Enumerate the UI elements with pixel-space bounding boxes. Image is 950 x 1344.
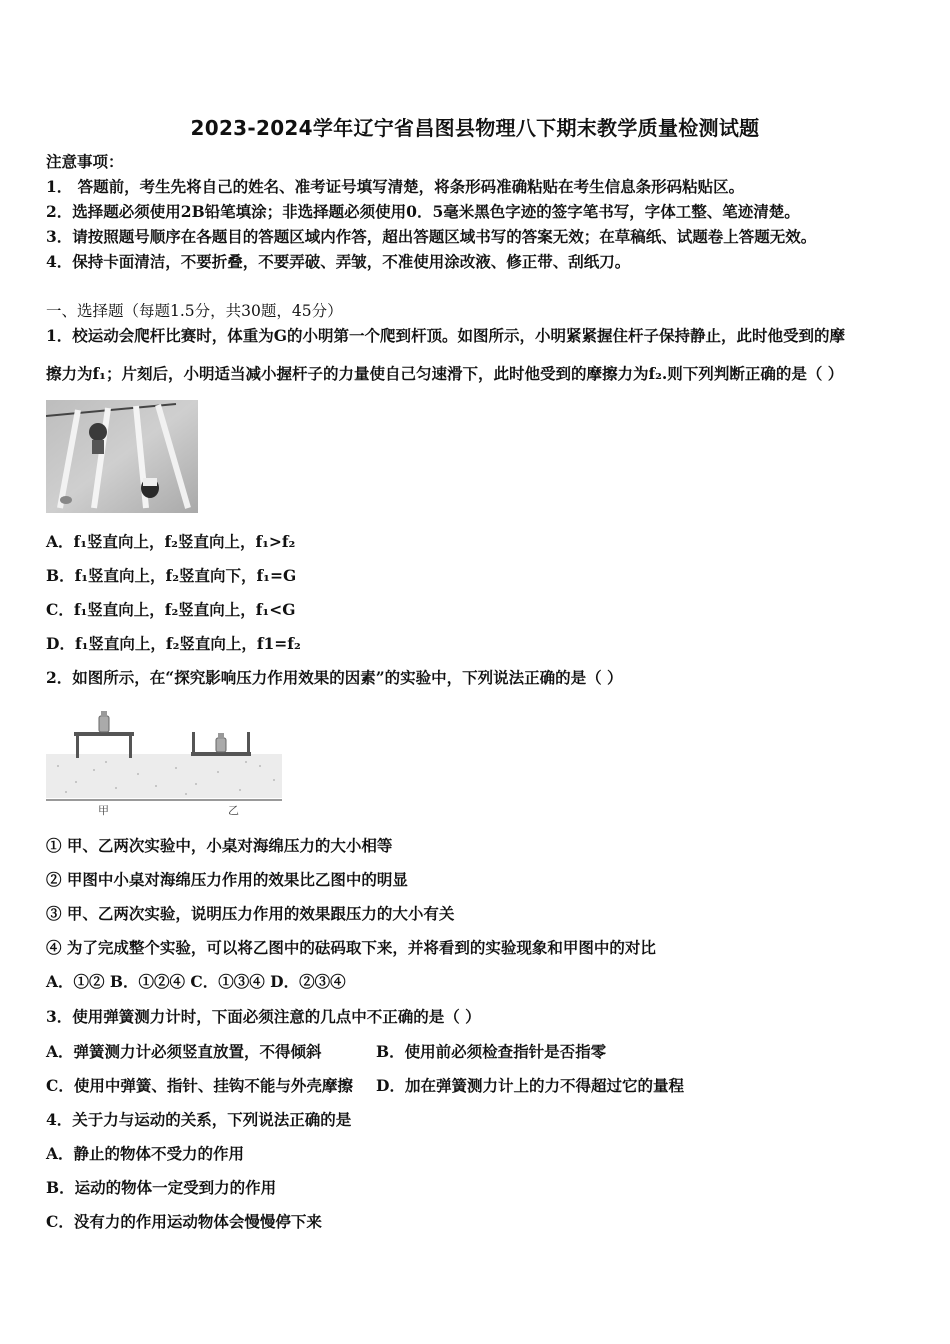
q3-option-d: D．加在弹簧测力计上的力不得超过它的量程 — [376, 1076, 684, 1095]
q2-statement: ③ 甲、乙两次实验，说明压力作用的效果跟压力的大小有关 — [46, 904, 455, 923]
q1-option-b: B．f₁竖直向上，f₂竖直向下，f₁=G — [46, 566, 297, 585]
q1-pole-climbing-figure — [46, 400, 198, 513]
q2-stem: 2．如图所示，在“探究影响压力作用效果的因素”的实验中，下列说法正确的是（ ） — [46, 668, 623, 687]
fig-label-jia: 甲 — [98, 804, 109, 816]
q4-option-c: C．没有力的作用运动物体会慢慢停下来 — [46, 1212, 322, 1231]
page-title: 2023-2024学年辽宁省昌图县物理八下期末教学质量检测试题 — [190, 116, 760, 140]
q3-option-c: C．使用中弹簧、指针、挂钩不能与外壳摩擦 — [46, 1076, 353, 1095]
notice-item: 2．选择题必须使用2B铅笔填涂；非选择题必须使用0．5毫米黑色字迹的签字笔书写，字体工整、笔迹清楚。 — [46, 202, 800, 221]
q2-options: A．①② B．①②④ C．①③④ D．②③④ — [46, 972, 346, 991]
q2-statement: ② 甲图中小桌对海绵压力作用的效果比乙图中的明显 — [46, 870, 408, 889]
q3-option-b: B．使用前必须检查指针是否指零 — [376, 1042, 607, 1061]
q1-option-a: A．f₁竖直向上，f₂竖直向上，f₁>f₂ — [46, 532, 296, 551]
q1-option-c: C．f₁竖直向上，f₂竖直向上，f₁<G — [46, 600, 296, 619]
notice-item: 1． 答题前，考生先将自己的姓名、准考证号填写清楚，将条形码准确粘贴在考生信息条形码粘贴区。 — [46, 177, 745, 196]
q2-statement: ④ 为了完成整个实验，可以将乙图中的砝码取下来，并将看到的实验现象和甲图中的对比 — [46, 938, 656, 957]
notice-item: 4．保持卡面清洁，不要折叠，不要弄破、弄皱，不准使用涂改液、修正带、刮纸刀。 — [46, 252, 631, 271]
q1-stem-line2: 擦力为f₁；片刻后，小明适当减小握杆子的力量使自己匀速滑下，此时他受到的摩擦力为f₂.则下列判断正确的是（ ） — [46, 364, 844, 383]
q1-stem-line1: 1．校运动会爬杆比赛时，体重为G的小明第一个爬到杆顶。如图所示，小明紧紧握住杆子保持静止，此时他受到的摩 — [46, 326, 846, 345]
q3-option-a: A．弹簧测力计必须竖直放置，不得倾斜 — [46, 1042, 322, 1061]
notice-item: 3．请按照题号顺序在各题目的答题区域内作答，超出答题区域书写的答案无效；在草稿纸、试题卷上答题无效。 — [46, 227, 817, 246]
q4-option-a: A．静止的物体不受力的作用 — [46, 1144, 245, 1163]
q1-option-d: D．f₁竖直向上，f₂竖直向上，f1=f₂ — [46, 634, 301, 653]
q3-stem: 3．使用弹簧测力计时，下面必须注意的几点中不正确的是（ ） — [46, 1007, 481, 1026]
q4-option-b: B．运动的物体一定受到力的作用 — [46, 1178, 277, 1197]
notice-heading: 注意事项： — [46, 152, 124, 171]
q2-statement: ① 甲、乙两次实验中，小桌对海绵压力的大小相等 — [46, 836, 393, 855]
fig-label-yi: 乙 — [228, 804, 239, 816]
q2-pressure-figure — [46, 704, 284, 816]
section-heading: 一、选择题（每题1.5分，共30题，45分） — [46, 302, 343, 320]
q4-stem: 4．关于力与运动的关系，下列说法正确的是 — [46, 1110, 352, 1129]
